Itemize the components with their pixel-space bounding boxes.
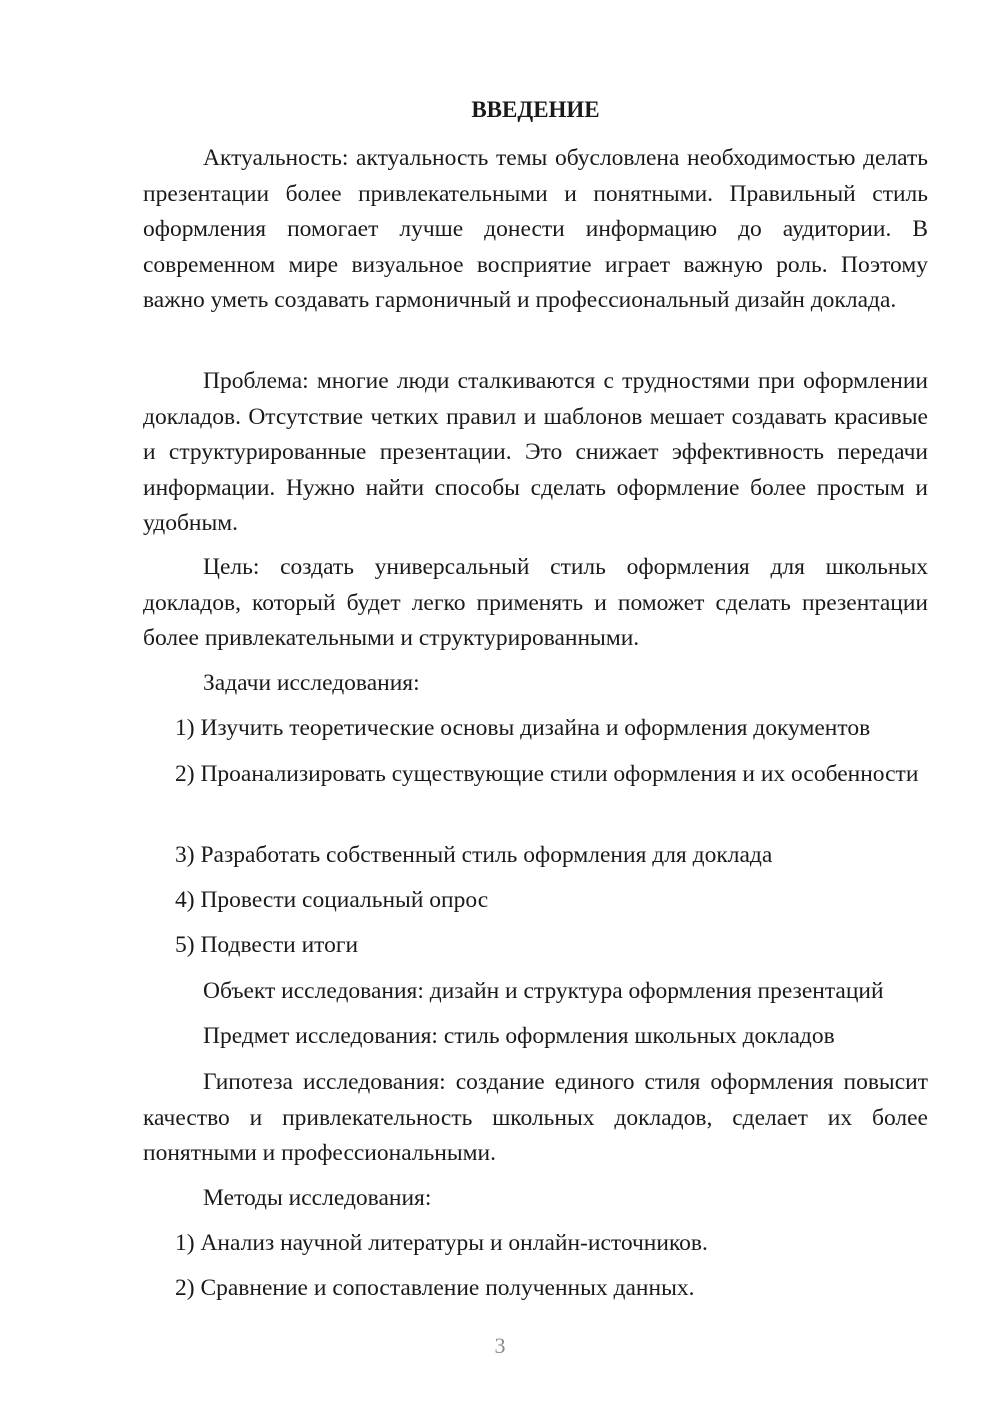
method-item-1: 1) Анализ научной литературы и онлайн-источников. [175, 1230, 708, 1256]
problem-paragraph: Проблема: многие люди сталкиваются с трудностями при оформлении докладов. Отсутствие четких правил и шаблонов мешает создавать красивые и структурированные презентации. Это снижает эффективность передачи информации. Нужно найти способы сделать оформление более простым и удобным. [143, 368, 928, 536]
task-item-3: 3) Разработать собственный стиль оформления для доклада [175, 842, 773, 868]
goal-paragraph: Цель: создать универсальный стиль оформления для школьных докладов, который будет легко применять и поможет сделать презентации более привлекательными и структурированными. [143, 554, 928, 651]
task-item-5: 5) Подвести итоги [175, 932, 359, 958]
relevance-paragraph: Актуальность: актуальность темы обусловлена необходимостью делать презентации более привлекательными и понятными. Правильный стиль оформления помогает лучше донести информацию до аудитории. В современном мире визуальное восприятие играет важную роль. Поэтому важно уметь создавать гармоничный и профессиональный дизайн доклада. [143, 145, 928, 313]
task-item-1: 1) Изучить теоретические основы дизайна и оформления документов [175, 715, 871, 741]
research-object: Объект исследования: дизайн и структура оформления презентаций [203, 978, 884, 1004]
page-title: ВВЕДЕНИЕ [471, 97, 600, 122]
page-number: 3 [494, 1333, 506, 1358]
task-item-4: 4) Провести социальный опрос [175, 887, 489, 913]
hypothesis-paragraph: Гипотеза исследования: создание единого стиля оформления повысит качество и привлекательность школьных докладов, сделает их более понятными и профессиональными. [143, 1069, 928, 1166]
research-subject: Предмет исследования: стиль оформления школьных докладов [203, 1023, 835, 1049]
method-item-2: 2) Сравнение и сопоставление полученных данных. [175, 1275, 695, 1301]
task-item-2: 2) Проанализировать существующие стили оформления и их особенности [175, 761, 919, 787]
tasks-label: Задачи исследования: [203, 670, 420, 696]
methods-label: Методы исследования: [203, 1185, 432, 1211]
